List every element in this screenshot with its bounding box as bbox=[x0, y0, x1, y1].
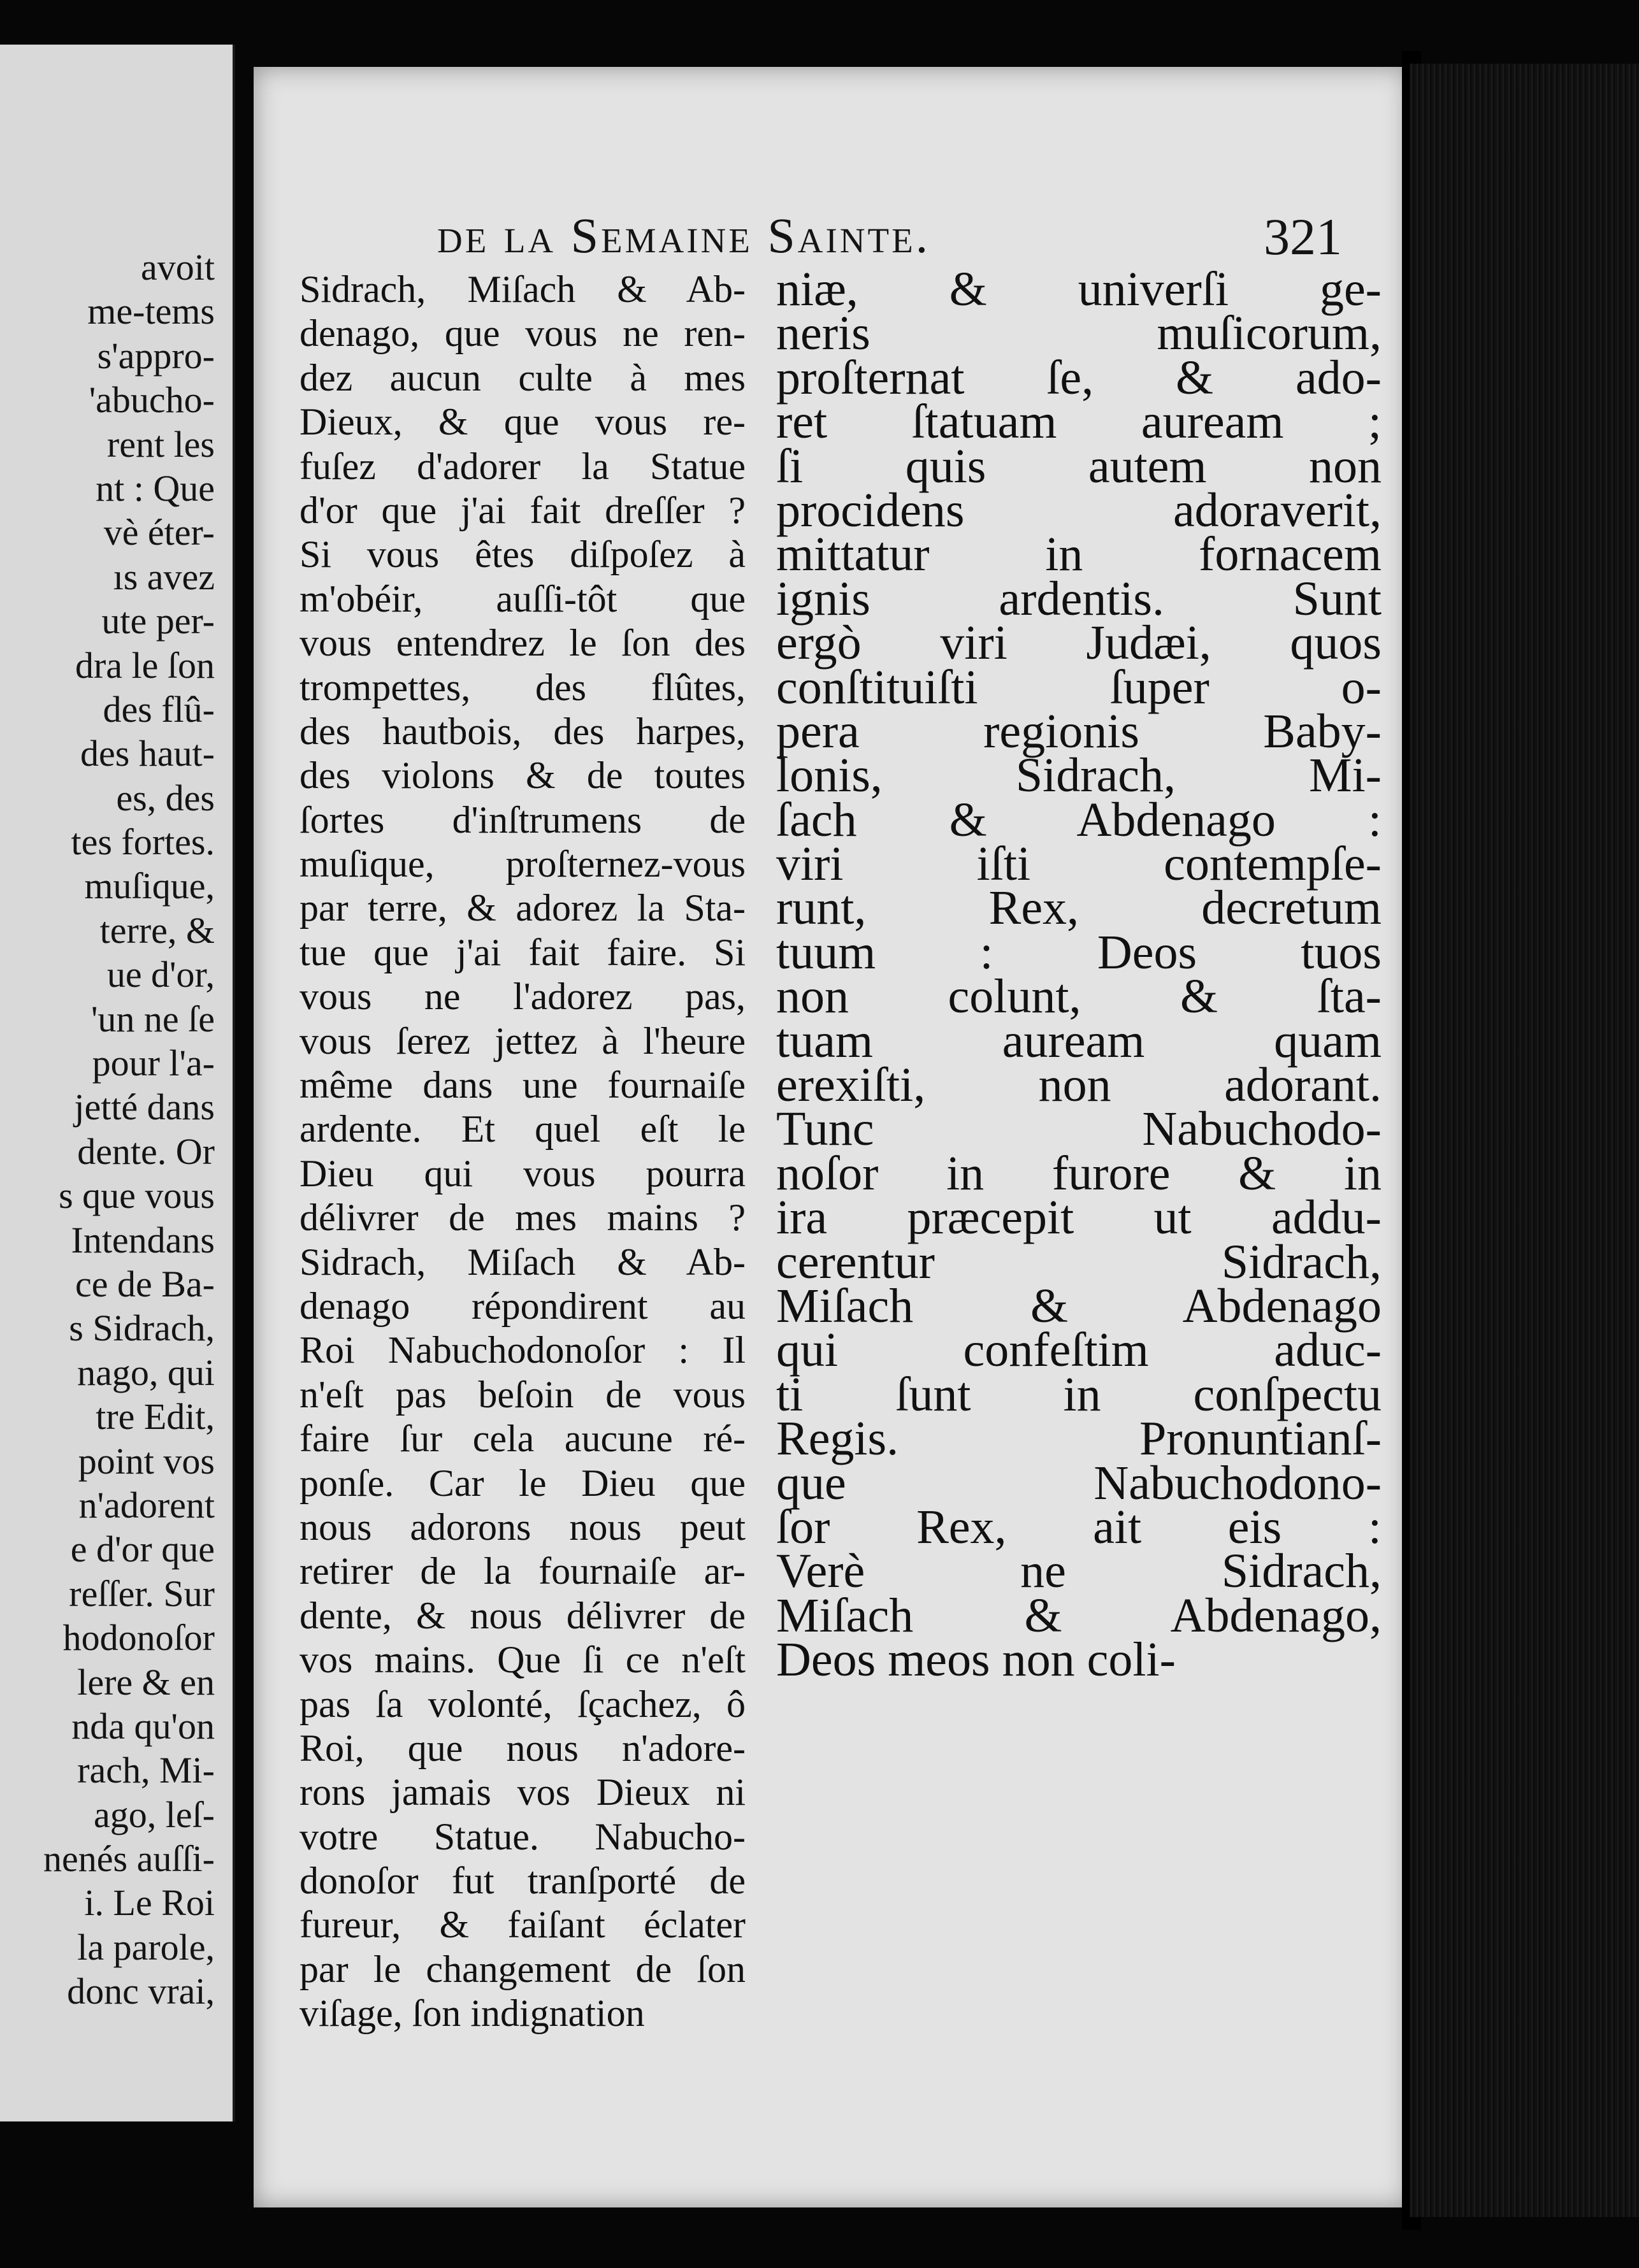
latin-line: mittatur in fornacem bbox=[776, 528, 1382, 582]
latin-line: proſternat ſe, & ado- bbox=[776, 350, 1382, 405]
latin-line: erexiſti, non adorant. bbox=[776, 1058, 1382, 1112]
latin-line: lonis, Sidrach, Mi- bbox=[776, 749, 1382, 803]
left-page-line: s Sidrach, bbox=[69, 1307, 215, 1349]
french-line: vous entendrez le ſon des bbox=[300, 622, 746, 664]
left-page-line: hodonoſor bbox=[62, 1617, 215, 1659]
left-page-line: vè éter- bbox=[103, 512, 215, 554]
latin-line: ſor Rex, ait eis : bbox=[776, 1500, 1382, 1554]
left-page-line: me-tems bbox=[87, 291, 215, 333]
left-page-line: des haut- bbox=[80, 733, 215, 775]
latin-line: neris muſicorum, bbox=[776, 306, 1382, 361]
page-321 bbox=[254, 67, 1408, 2207]
french-line: des hautbois, des harpes, bbox=[300, 710, 746, 752]
french-line: retirer de la fournaiſe ar- bbox=[300, 1550, 746, 1593]
latin-line: ergò viri Judæi, quos bbox=[776, 616, 1382, 670]
french-line: vos mains. Que ſi ce n'eſt bbox=[300, 1639, 746, 1681]
latin-text-column bbox=[776, 262, 1382, 1687]
french-line: fuſez d'adorer la Statue bbox=[300, 445, 746, 487]
book-page-edges bbox=[1410, 64, 1639, 2217]
french-line: vous ſerez jettez à l'heure bbox=[300, 1019, 746, 1062]
french-line: ardente. Et quel eſt le bbox=[300, 1108, 746, 1151]
left-page-line: lere & en bbox=[77, 1661, 215, 1703]
latin-line: runt, Rex, decretum bbox=[776, 881, 1382, 935]
french-line: donoſor fut tranſporté de bbox=[300, 1860, 746, 1902]
french-line: vous ne l'adorez pas, bbox=[300, 975, 746, 1018]
french-line: n'eſt pas beſoin de vous bbox=[300, 1373, 746, 1416]
french-line: d'or que j'ai fait dreſſer ? bbox=[300, 489, 746, 531]
left-page-line: nenés auſſi- bbox=[43, 1838, 215, 1880]
left-page-line: s'appro- bbox=[97, 334, 215, 377]
left-facing-page bbox=[0, 45, 235, 2121]
left-page-line: pour l'a- bbox=[92, 1042, 215, 1084]
french-line: trompettes, des flûtes, bbox=[300, 666, 746, 708]
left-page-line: tre Edit, bbox=[96, 1396, 215, 1438]
french-line: Dieux, & que vous re- bbox=[300, 401, 746, 443]
latin-line: ti ſunt in conſpectu bbox=[776, 1367, 1382, 1421]
left-page-line: ue d'or, bbox=[106, 954, 215, 996]
left-page-line: dente. Or bbox=[77, 1130, 215, 1172]
latin-line: tuam auream quam bbox=[776, 1014, 1382, 1068]
latin-line: Tunc Nabuchodo- bbox=[776, 1102, 1382, 1156]
latin-line: Deos meos non coli- bbox=[776, 1633, 1176, 1687]
left-page-line: Intendans bbox=[71, 1219, 215, 1261]
french-line: denago, que vous ne ren- bbox=[300, 312, 746, 355]
left-page-line: des flû- bbox=[103, 688, 215, 730]
latin-line: Regis. Pronuntianſ- bbox=[776, 1412, 1382, 1466]
left-page-line: es, des bbox=[116, 777, 215, 819]
left-page-text bbox=[0, 245, 215, 2014]
latin-line: qui confeſtim aduc- bbox=[776, 1323, 1382, 1377]
french-line: même dans une fournaiſe bbox=[300, 1064, 746, 1107]
latin-line: conſtituiſti ſuper o- bbox=[776, 660, 1382, 714]
left-page-line: la parole, bbox=[77, 1926, 215, 1968]
french-line: m'obéir, auſſi-tôt que bbox=[300, 577, 746, 620]
latin-line: cerentur Sidrach, bbox=[776, 1235, 1382, 1289]
running-head bbox=[437, 207, 1342, 271]
latin-line: non colunt, & ſta- bbox=[776, 970, 1382, 1024]
french-text-column bbox=[300, 268, 746, 2036]
latin-line: viri iſti contempſe- bbox=[776, 837, 1382, 891]
french-line: Dieu qui vous pourra bbox=[300, 1152, 746, 1195]
left-page-line: ute per- bbox=[101, 600, 215, 642]
latin-line: Verè ne Sidrach, bbox=[776, 1544, 1382, 1598]
left-page-line: terre, & bbox=[99, 909, 215, 951]
left-page-line: avoit bbox=[141, 247, 215, 288]
latin-line: Miſach & Abdenago bbox=[776, 1279, 1382, 1333]
left-page-line: tes fortes. bbox=[71, 821, 215, 863]
left-page-line: dra le ſon bbox=[75, 644, 215, 686]
french-line: faire ſur cela aucune ré- bbox=[300, 1418, 746, 1460]
french-line: rons jamais vos Dieux ni bbox=[300, 1771, 746, 1814]
running-title: de la Semaine Sainte. bbox=[437, 208, 931, 263]
french-line: dente, & nous délivrer de bbox=[300, 1594, 746, 1637]
french-line: Roi Nabuchodonoſor : Il bbox=[300, 1329, 746, 1372]
latin-line: que Nabuchodono- bbox=[776, 1456, 1382, 1510]
latin-line: procidens adoraverit, bbox=[776, 483, 1382, 537]
french-line: votre Statue. Nabucho- bbox=[300, 1815, 746, 1858]
french-line: viſage, ſon indignation bbox=[300, 1992, 645, 2035]
latin-line: ſi quis autem non bbox=[776, 439, 1382, 493]
latin-line: niæ, & univerſi ge- bbox=[776, 262, 1382, 316]
latin-line: ira præcepit ut addu- bbox=[776, 1191, 1382, 1245]
french-line: Sidrach, Miſach & Ab- bbox=[300, 268, 746, 310]
french-line: ſortes d'inſtrumens de bbox=[300, 798, 746, 841]
french-line: denago répondirent au bbox=[300, 1284, 746, 1327]
latin-line: tuum : Deos tuos bbox=[776, 925, 1382, 979]
left-page-line: rach, Mi- bbox=[77, 1749, 215, 1791]
left-page-line: nda qu'on bbox=[71, 1705, 215, 1747]
latin-line: noſor in furore & in bbox=[776, 1146, 1382, 1200]
french-line: pas ſa volonté, ſçachez, ô bbox=[300, 1683, 746, 1725]
latin-line: Miſach & Abdenago, bbox=[776, 1588, 1382, 1642]
latin-line: pera regionis Baby- bbox=[776, 704, 1382, 758]
left-page-line: rent les bbox=[106, 423, 215, 465]
french-line: délivrer de mes mains ? bbox=[300, 1196, 746, 1239]
french-line: muſique, proſternez-vous bbox=[300, 843, 746, 886]
page-number: 321 bbox=[1264, 208, 1342, 266]
french-line: Si vous êtes diſpoſez à bbox=[300, 533, 746, 576]
french-line: par terre, & adorez la Sta- bbox=[300, 887, 746, 929]
left-page-line: n'adorent bbox=[78, 1484, 215, 1526]
french-line: fureur, & faiſant éclater bbox=[300, 1904, 746, 1946]
french-line: par le changement de ſon bbox=[300, 1948, 746, 1990]
french-line: des violons & de toutes bbox=[300, 754, 746, 797]
left-page-line: reſſer. Sur bbox=[69, 1572, 215, 1614]
french-line: ponſe. Car le Dieu que bbox=[300, 1461, 746, 1504]
french-line: nous adorons nous peut bbox=[300, 1505, 746, 1548]
left-page-line: i. Le Roi bbox=[84, 1882, 215, 1924]
left-page-line: nago, qui bbox=[77, 1351, 215, 1393]
left-page-line: ce de Ba- bbox=[75, 1263, 215, 1305]
left-page-line: donc vrai, bbox=[67, 1970, 215, 2013]
left-page-line: muſique, bbox=[84, 865, 215, 907]
french-line: dez aucun culte à mes bbox=[300, 356, 746, 399]
left-page-line: ago, leſ- bbox=[93, 1793, 215, 1835]
left-page-line: 'abucho- bbox=[89, 379, 215, 421]
french-line: tue que j'ai fait faire. Si bbox=[300, 931, 746, 973]
french-line: Roi, que nous n'adore- bbox=[300, 1726, 746, 1769]
latin-line: ſach & Abdenago : bbox=[776, 793, 1382, 847]
french-line: Sidrach, Miſach & Ab- bbox=[300, 1240, 746, 1283]
left-page-line: s que vous bbox=[59, 1175, 215, 1217]
left-page-line: point vos bbox=[78, 1440, 215, 1482]
left-page-line: e d'or que bbox=[70, 1528, 215, 1570]
latin-line: ret ſtatuam auream ; bbox=[776, 395, 1382, 449]
left-page-line: 'un ne ſe bbox=[90, 998, 215, 1040]
latin-line: ignis ardentis. Sunt bbox=[776, 571, 1382, 626]
left-page-line: nt : Que bbox=[96, 467, 215, 509]
left-page-line: ıs avez bbox=[113, 556, 215, 598]
left-page-line: jetté dans bbox=[74, 1086, 215, 1128]
